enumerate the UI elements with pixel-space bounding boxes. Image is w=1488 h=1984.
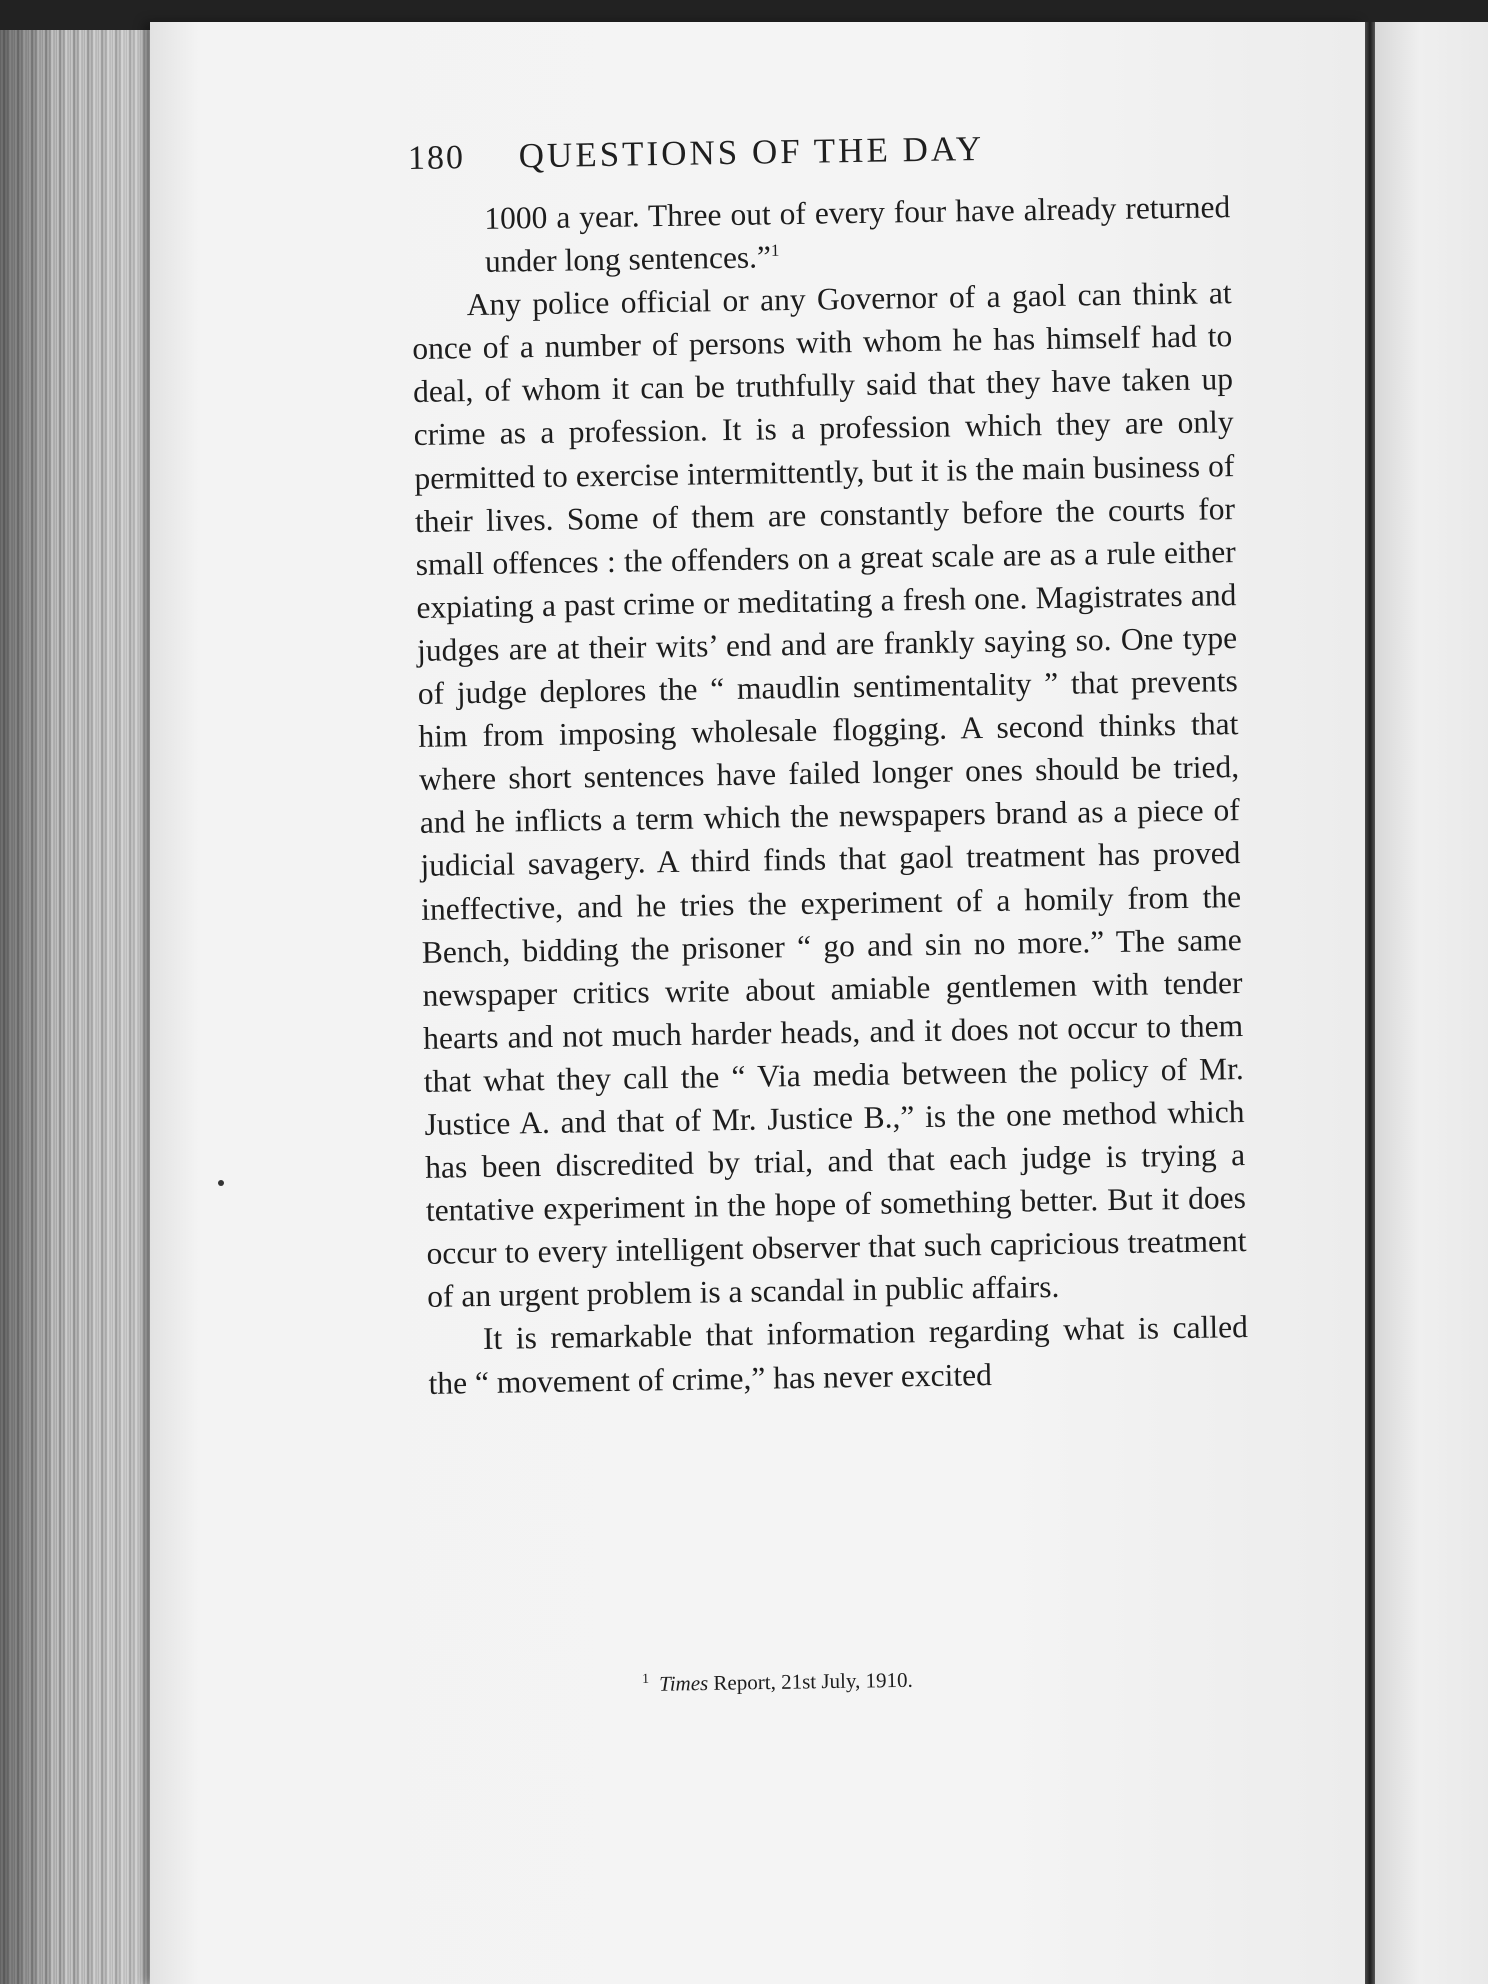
scan-speck (218, 1180, 224, 1186)
footnote-number: 1 (642, 1671, 650, 1687)
footnote-reference: 1 (770, 240, 780, 260)
running-head: QUESTIONS OF THE DAY (518, 128, 985, 176)
paragraph: Any police official or any Governor of a gaol can think at once of a number of persons with whom he has himself had to deal, of whom it can be truthfully said that they have taken up crime as a profession. It is a profession which they are only permitted to exercise intermittently, but it is the main business of their lives. Some of them are constantly before the courts for small offences : the offenders on a great scale are as a rule either expiating a past crime or meditating a fresh one. Magistrates and judges are at their wits’ end and are frankly saying so. One type of judge deplores the “ maudlin sentimentality ” that prevents him from imposing wholesale flogging. A second thinks that where short sentences have failed longer ones should be tried, and he inflicts a term which the newspapers brand as a piece of judicial savagery. A third finds that gaol treatment has proved ineffective, and he tries the experiment of a homily from the Bench, bidding the prisoner “ go and sin no more.” The same newspaper critics write about amiable gentlemen with tender hearts and not much harder heads, and it does not occur to them that what they call the “ Via media between the policy of Mr. Justice A. and that of Mr. Justice B.,” is the one method which has been discredited by trial, and that each judge is trying a tentative experiment in the hope of something better. But it does occur to every intelligent observer that such capricious treatment of an urgent problem is a scandal in public affairs. (412, 275, 1247, 1315)
page-number: 180 (407, 139, 466, 177)
paragraph: It is remarkable that information regarding what is called the “ movement of crime,” has never excited (428, 1309, 1249, 1401)
quote-continuation (410, 185, 1231, 284)
facing-page-edge (1375, 22, 1488, 1984)
footnote-source: Times (658, 1670, 709, 1696)
body-text (410, 185, 1249, 1404)
book-gutter (1365, 22, 1375, 1984)
quote-text: 1000 a year. Three out of every four have already returned under long sentences.” (484, 189, 1231, 279)
footnote-text: Report, 21st July, 1910. (708, 1667, 913, 1695)
book-page-edges (0, 30, 165, 1984)
